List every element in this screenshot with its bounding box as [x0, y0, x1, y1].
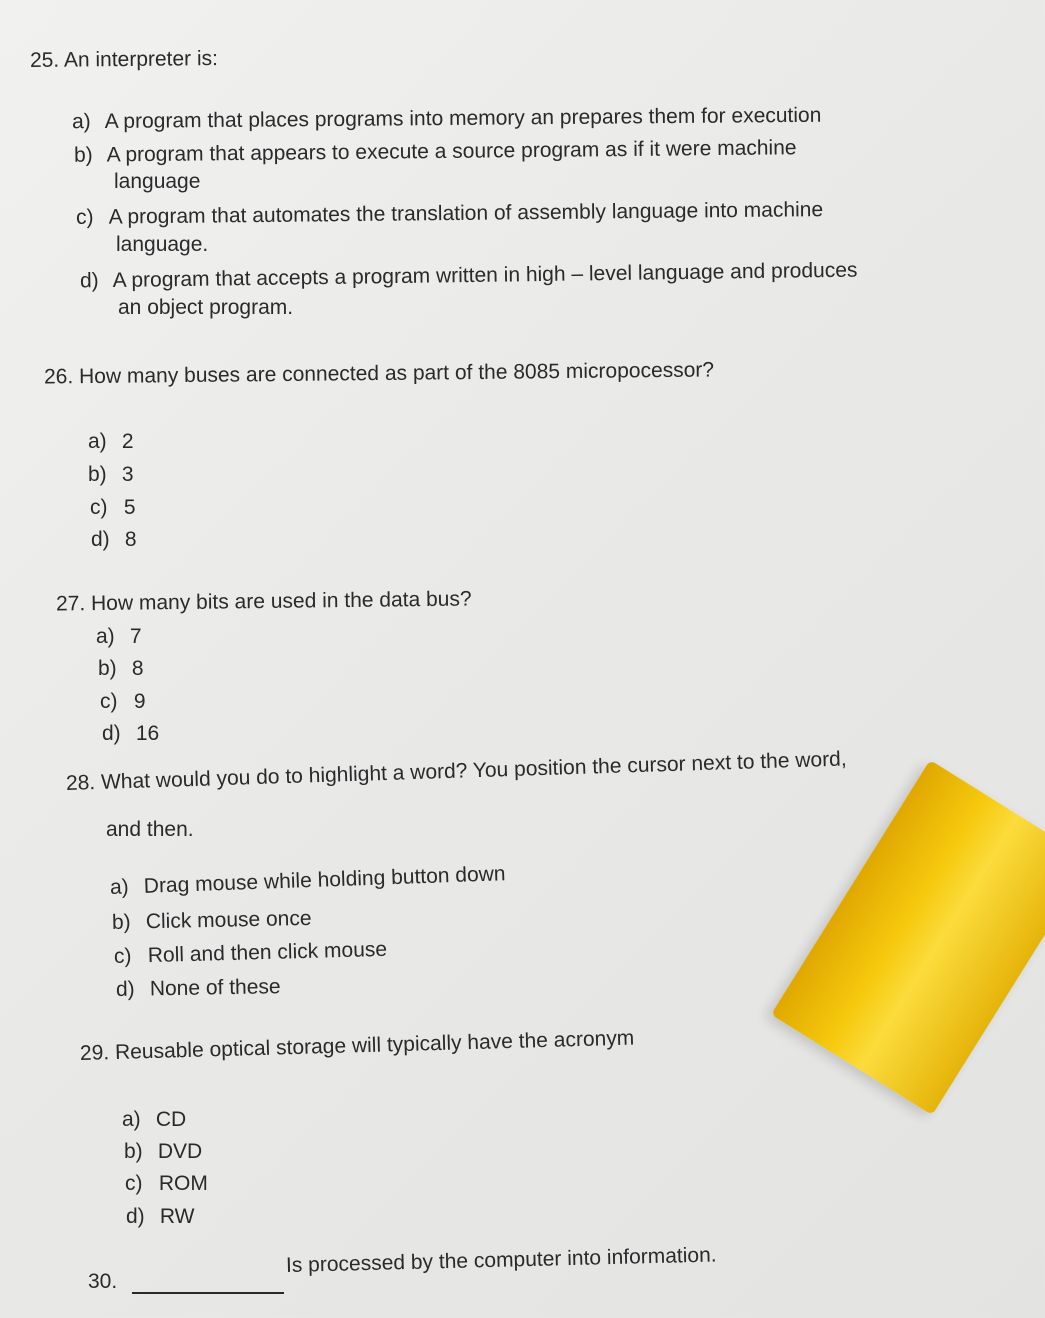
option-text: None of these: [149, 975, 281, 1001]
question-29: [80, 1023, 635, 1070]
question-30-text: Is processed by the computer into information.: [285, 1243, 717, 1277]
question-number: 26.: [43, 365, 74, 389]
option-text: 8: [131, 657, 144, 680]
question-25: [30, 43, 218, 77]
option-text: 2: [121, 430, 134, 453]
question-text: What would you do to highlight a word? You position the cursor next to the word,: [100, 747, 847, 794]
option-label: b): [73, 143, 93, 167]
option-26-b: [88, 459, 134, 491]
option-text: CD: [155, 1108, 187, 1131]
option-label: a): [109, 875, 130, 899]
option-label: c): [100, 690, 118, 713]
question-number: 28.: [65, 771, 96, 795]
option-26-d: [91, 524, 137, 556]
option-text: RW: [159, 1205, 195, 1228]
option-27-a: [96, 621, 142, 653]
option-27-b: [98, 653, 144, 685]
option-text: 16: [135, 722, 160, 745]
question-text: Reusable optical storage will typically have the acronym: [114, 1026, 635, 1065]
question-text: How many buses are connected as part of the 8085 micropocessor?: [78, 358, 715, 389]
option-text: 5: [123, 496, 136, 519]
option-25-c: [76, 194, 823, 234]
option-text: ROM: [158, 1172, 208, 1195]
option-26-c: [90, 492, 136, 524]
option-label: d): [115, 977, 135, 1001]
question-number: 27.: [55, 592, 86, 616]
option-text: A program that accepts a program written in high – level language and produces: [112, 258, 858, 292]
question-number: 29.: [79, 1041, 110, 1065]
option-text: Click mouse once: [145, 906, 312, 934]
question-28: [65, 743, 847, 800]
question-27: [56, 583, 472, 620]
option-label: c): [113, 944, 132, 968]
option-label: d): [102, 722, 121, 745]
option-label: d): [79, 269, 99, 293]
question-text: How many bits are used in the data bus?: [90, 587, 472, 616]
option-29-d: [126, 1201, 194, 1233]
option-26-a: [88, 426, 134, 458]
option-text: 7: [129, 625, 142, 648]
option-label: b): [111, 910, 131, 934]
option-29-c: [125, 1168, 208, 1200]
question-number: 25.: [29, 48, 60, 72]
question-26: [44, 354, 714, 393]
question-text: An interpreter is:: [63, 47, 219, 72]
option-text: 8: [124, 528, 137, 551]
answer-blank: [132, 1292, 284, 1294]
option-29-b: [124, 1136, 202, 1168]
option-label: a): [122, 1108, 141, 1131]
option-27-d: [102, 718, 159, 750]
option-text: 3: [121, 463, 134, 486]
option-28-b: [112, 903, 312, 939]
option-label: d): [126, 1205, 145, 1228]
question-28-cont: and then.: [106, 818, 194, 841]
option-text: DVD: [157, 1140, 203, 1163]
option-label: c): [90, 496, 108, 519]
option-text: A program that places programs into memory an prepares them for execution: [104, 103, 822, 133]
option-label: a): [88, 430, 107, 453]
option-label: c): [125, 1172, 143, 1195]
option-25-b-cont: language: [114, 170, 201, 193]
question-30-number: 30.: [88, 1270, 118, 1293]
option-28-d: [116, 971, 281, 1006]
option-text: Roll and then click mouse: [147, 937, 388, 968]
option-29-a: [122, 1104, 186, 1136]
option-text: A program that automates the translation of assembly language into machine: [108, 198, 824, 229]
option-text: A program that appears to execute a source program as if it were machine: [106, 136, 797, 167]
option-25-d-cont: an object program.: [118, 296, 294, 319]
option-25-c-cont: language.: [116, 233, 209, 256]
highlighter-marker: [771, 760, 1045, 1115]
option-text: 9: [133, 690, 146, 713]
option-label: b): [98, 657, 117, 680]
option-label: c): [75, 205, 94, 229]
option-text: Drag mouse while holding button down: [143, 862, 506, 898]
option-label: a): [71, 110, 91, 134]
option-28-a: [109, 858, 506, 904]
option-label: d): [91, 528, 110, 551]
option-label: a): [96, 625, 115, 648]
option-25-d: [80, 255, 858, 298]
option-28-c: [114, 934, 388, 973]
option-label: b): [124, 1140, 143, 1163]
option-27-c: [100, 686, 146, 718]
option-label: b): [88, 463, 107, 486]
